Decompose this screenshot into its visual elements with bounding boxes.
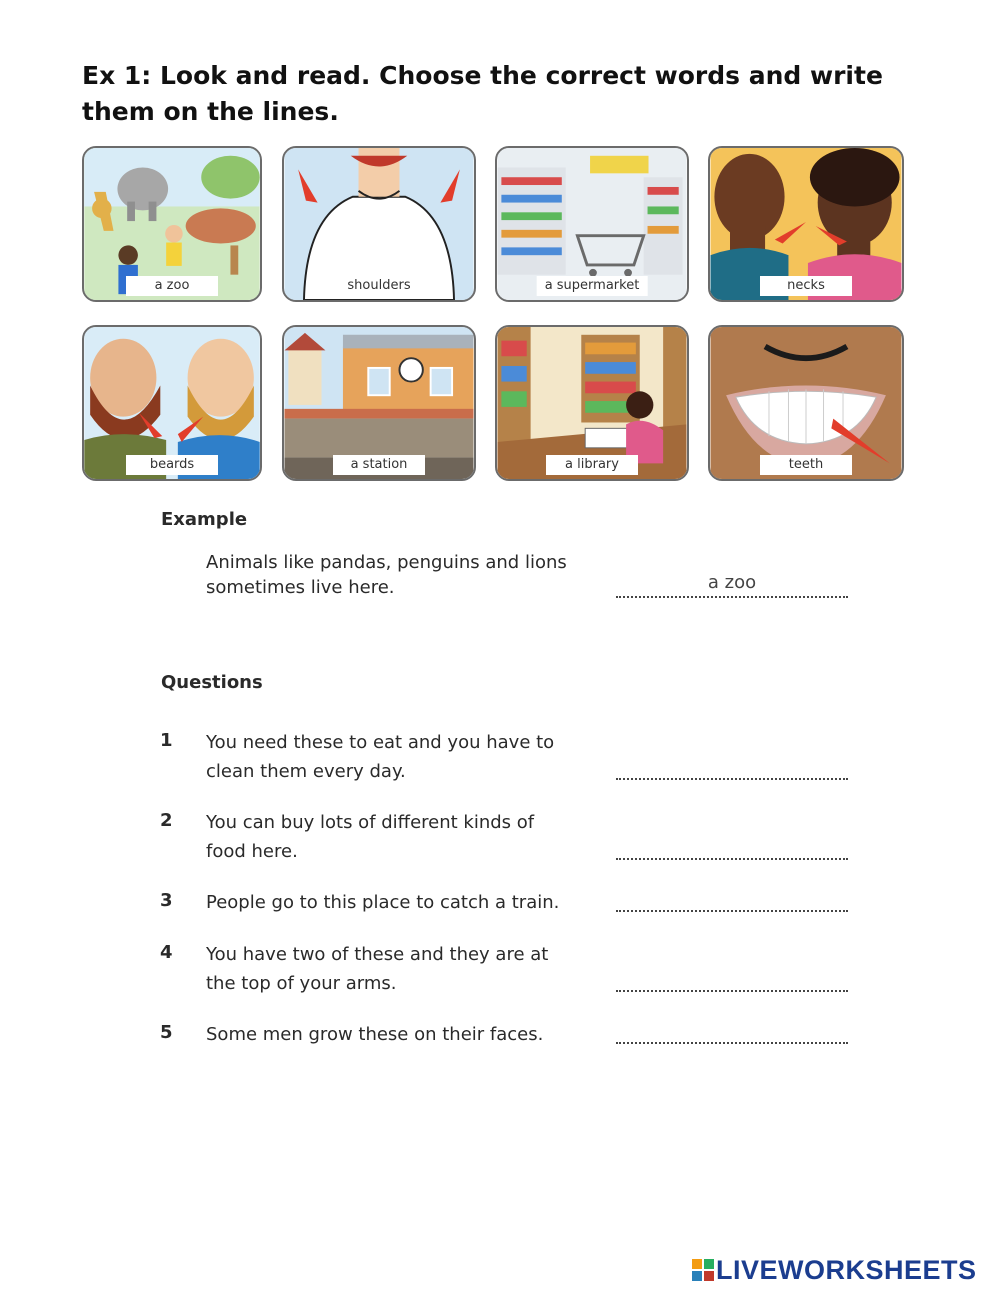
picture-label: necks [760,276,852,296]
brand-name: LIVEWORKSHEETS [716,1254,977,1285]
logo-grid-icon [692,1259,714,1281]
picture-shoulders [282,146,476,302]
answer-input-3[interactable] [616,878,848,908]
example-text-line1: Animals like pandas, penguins and lions [206,552,567,573]
answer-line-5 [616,1040,848,1044]
question-text-line1: You can buy lots of different kinds of [206,812,535,833]
picture-label: shoulders [333,276,425,296]
questions-heading: Questions [161,672,263,693]
question-number: 5 [160,1022,173,1043]
picture-zoo [82,146,262,302]
example-text-line2: sometimes live here. [206,577,395,598]
liveworksheets-logo [692,1254,977,1286]
picture-label: beards [126,455,218,475]
answer-line-1 [616,776,848,780]
question-text-line1: People go to this place to catch a train. [206,892,560,913]
question-number: 2 [160,810,173,831]
question-text-line2: food here. [206,841,298,862]
picture-supermarket [495,146,689,302]
example-heading: Example [161,509,248,530]
picture-necks [708,146,904,302]
answer-input-1[interactable] [616,746,848,776]
picture-beards [82,325,262,481]
question-text-line1: Some men grow these on their faces. [206,1024,544,1045]
question-number: 4 [160,942,173,963]
answer-input-2[interactable] [616,826,848,856]
picture-library [495,325,689,481]
picture-teeth [708,325,904,481]
answer-input-4[interactable] [616,958,848,988]
answer-line-3 [616,908,848,912]
picture-label: teeth [760,455,852,475]
picture-label: a supermarket [537,276,648,296]
answer-input-5[interactable] [616,1010,848,1040]
question-number: 3 [160,890,173,911]
picture-station [282,325,476,481]
exercise-title: Ex 1: Look and read. Choose the correct words and write them on the lines. [82,61,883,126]
picture-label: a zoo [126,276,218,296]
question-text-line1: You have two of these and they are at [206,944,549,965]
picture-label: a library [546,455,638,475]
example-answer-line [616,594,848,598]
question-text-line2: the top of your arms. [206,973,397,994]
question-text-line1: You need these to eat and you have to [206,732,555,753]
answer-line-2 [616,856,848,860]
question-text-line2: clean them every day. [206,761,406,782]
example-answer: a zoo [707,572,757,593]
answer-line-4 [616,988,848,992]
picture-label: a station [333,455,425,475]
question-number: 1 [160,730,173,751]
